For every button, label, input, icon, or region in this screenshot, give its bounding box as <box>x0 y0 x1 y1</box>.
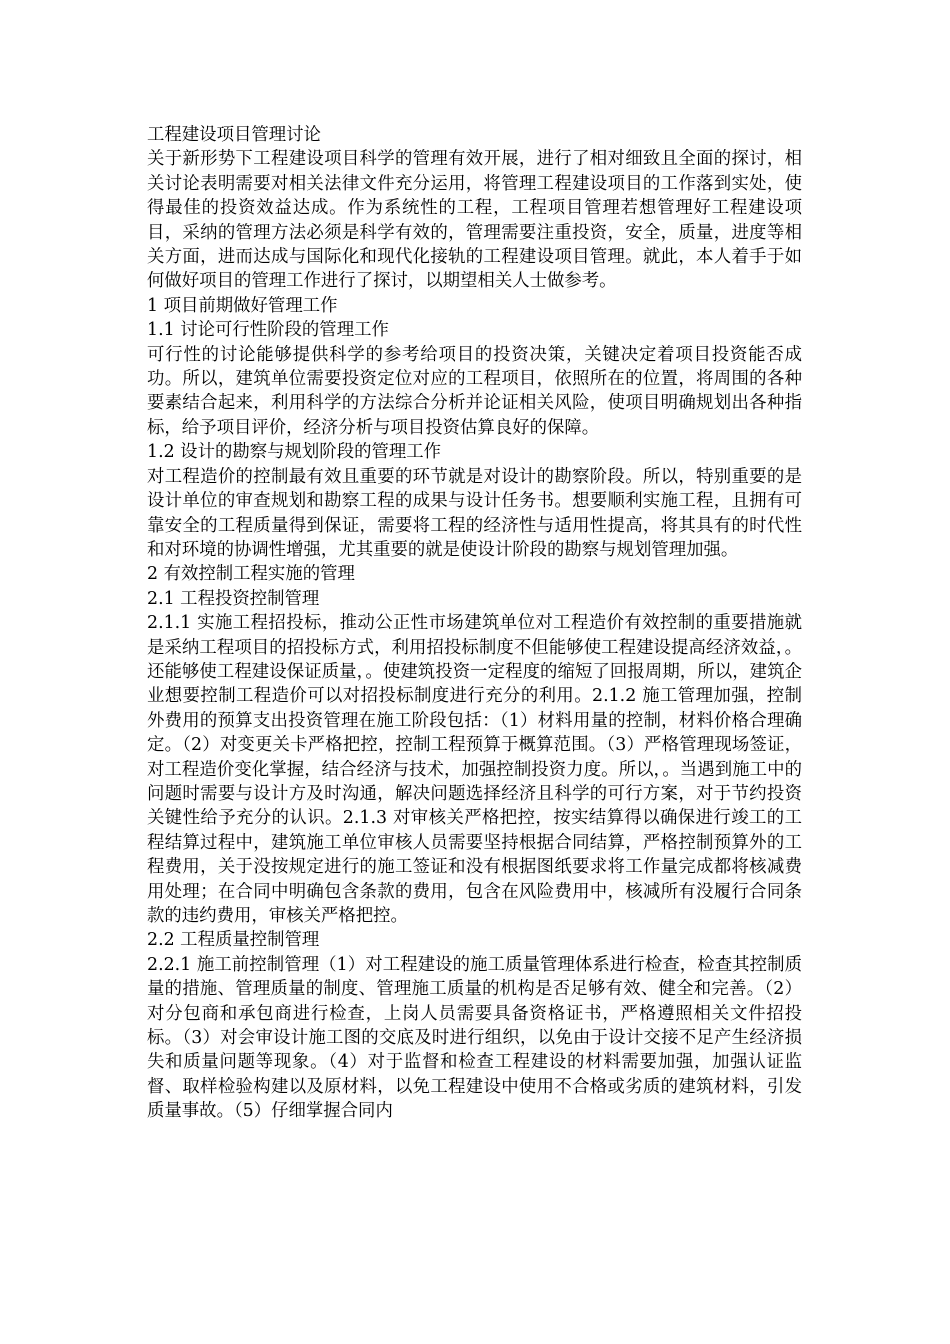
document-title: 工程建设项目管理讨论 <box>147 125 321 145</box>
paragraph-2-2: 2.2.1 施工前控制管理（1）对工程建设的施工质量管理体系进行检查，检查其控制质量的措施、管理质量的制度、管理施工质量的机构是否足够有效、健全和完善。（2）对分包商和承包商进行检查，上岗人员需要具备资格证书，严格遵照相关文件招投标。（3）对会审设计施工图的交底及时进行组织，以免由于设计交接不足产生经济损失和质量问题等现象。（4）对于监督和检查工程建设的材料需要加强，加强认证监督、取样检验构建以及原材料，以免工程建设中使用不合格或劣质的建筑材料，引发质量事故。（5）仔细掌握合同内 <box>147 954 802 1122</box>
subsection-heading-2-1: 2.1 工程投资控制管理 <box>147 588 320 609</box>
subsection-heading-2-2: 2.2 工程质量控制管理 <box>147 930 320 951</box>
paragraph-1-1: 可行性的讨论能够提供科学的参考给项目的投资决策，关键决定着项目投资能否成功。所以，建筑单位需要投资定位对应的工程项目，依照所在的位置，将周围的各种要素结合起来，利用科学的方法综合分析并论证相关风险，使项目明确规划出各种指标，给予项目评价，经济分析与项目投资估算良好的保障。 <box>147 344 802 438</box>
subsection-heading-1-2: 1.2 设计的勘察与规划阶段的管理工作 <box>147 442 442 463</box>
subsection-heading-1-1: 1.1 讨论可行性阶段的管理工作 <box>147 320 389 341</box>
section-heading-2: 2 有效控制工程实施的管理 <box>147 564 355 585</box>
document-page <box>147 123 802 1124</box>
paragraph-1-2: 对工程造价的控制最有效且重要的环节就是对设计的勘察阶段。所以，特别重要的是设计单位的审查规划和勘察工程的成果与设计任务书。想要顺利实施工程，且拥有可靠安全的工程质量得到保证，需要将工程的经济性与适用性提高，将其具有的时代性和对环境的协调性增强，尤其重要的就是使设计阶段的勘察与规划管理加强。 <box>147 466 802 560</box>
intro-paragraph: 关于新形势下工程建设项目科学的管理有效开展，进行了相对细致且全面的探讨，相关讨论表明需要对相关法律文件充分运用，将管理工程建设项目的工作落到实处，使得最佳的投资效益达成。作为系统性的工程，工程项目管理若想管理好工程建设项目，采纳的管理方法必须是科学有效的，管理需要注重投资，安全，质量，进度等相关方面，进而达成与国际化和现代化接轨的工程建设项目管理。就此，本人着手于如何做好项目的管理工作进行了探讨，以期望相关人士做参考。 <box>147 149 802 292</box>
section-heading-1: 1 项目前期做好管理工作 <box>147 295 338 316</box>
paragraph-2-1: 2.1.1 实施工程招投标，推动公正性市场建筑单位对工程造价有效控制的重要措施就是采纳工程项目的招投标方式，利用招投标制度不但能够使工程建设提高经济效益，。还能够使工程建设保证质量，。使建筑投资一定程度的缩短了回报周期，所以，建筑企业想要控制工程造价可以对招投标制度进行充分的利用。2.1.2 施工管理加强，控制外费用的预算支出投资管理在施工阶段包括：（1）材料用量的控制，材料价格合理确定。（2）对变更关卡严格把控，控制工程预算于概算范围。（3）严格管理现场签证，对工程造价变化掌握，结合经济与技术，加强控制投资力度。所以，。当遇到施工中的问题时需要与设计方及时沟通，解决问题选择经济且科学的可行方案，对于节约投资关键性给予充分的认识。2.1.3 对审核关严格把控，按实结算得以确保进行竣工的工程结算过程中，建筑施工单位审核人员需要坚持根据合同结算，严格控制预算外的工程费用，关于没按规定进行的施工签证和没有根据图纸要求将工作量完成都将核减费用处理；在合同中明确包含条款的费用，包含在风险费用中，核减所有没履行合同条款的违约费用，审核关严格把控。 <box>147 613 802 926</box>
